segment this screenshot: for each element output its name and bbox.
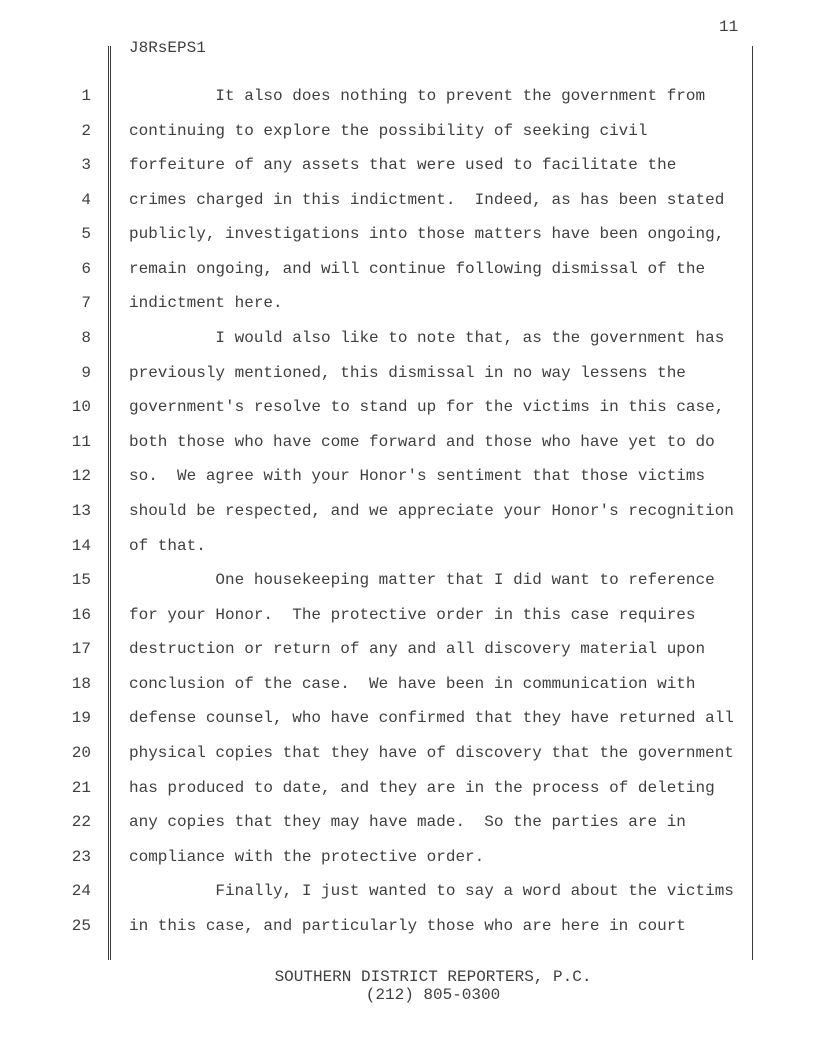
line-text: so. We agree with your Honor's sentiment that those victims <box>129 467 706 486</box>
transcript-line <box>0 675 816 710</box>
line-number: 23 <box>71 847 91 866</box>
line-number: 1 <box>81 87 91 105</box>
line-number: 20 <box>71 743 91 762</box>
transcript-header-id: J8RsEPS1 <box>129 39 206 57</box>
reporter-name: SOUTHERN DISTRICT REPORTERS, P.C. <box>274 968 592 986</box>
line-text: physical copies that they have of discovery that the government <box>129 743 734 762</box>
line-number: 8 <box>81 329 91 348</box>
line-number: 21 <box>71 778 91 797</box>
line-text: continuing to explore the possibility of seeking civil <box>129 121 648 140</box>
transcript-line <box>0 364 816 399</box>
line-text: crimes charged in this indictment. Indeed, as has been stated <box>129 190 725 209</box>
line-number: 22 <box>71 813 91 832</box>
transcript-line <box>0 606 816 641</box>
transcript-line <box>0 779 816 814</box>
line-text: should be respected, and we appreciate your Honor's recognition <box>129 501 734 520</box>
line-text: has produced to date, and they are in the process of deleting <box>129 778 715 797</box>
line-text: forfeiture of any assets that were used to facilitate the <box>129 156 677 175</box>
line-text: publicly, investigations into those matters have been ongoing, <box>129 225 725 244</box>
line-number: 12 <box>71 467 91 486</box>
line-number: 7 <box>81 294 91 313</box>
line-text: for your Honor. The protective order in this case requires <box>129 605 696 624</box>
line-text: Finally, I just wanted to say a word about the victims <box>129 882 734 901</box>
line-number: 2 <box>81 121 91 140</box>
transcript-line <box>0 744 816 779</box>
transcript-line <box>0 260 816 295</box>
line-number: 13 <box>71 501 91 520</box>
line-number: 25 <box>71 916 91 935</box>
line-text: It also does nothing to prevent the government from <box>129 87 706 105</box>
line-number: 24 <box>71 882 91 901</box>
line-text: conclusion of the case. We have been in communication with <box>129 674 696 693</box>
line-number: 4 <box>81 190 91 209</box>
line-number: 10 <box>71 398 91 417</box>
transcript-line <box>0 709 816 744</box>
line-number: 19 <box>71 709 91 728</box>
line-text: government's resolve to stand up for the victims in this case, <box>129 398 725 417</box>
line-text: of that. <box>129 536 206 555</box>
transcript-line <box>0 433 816 468</box>
line-number: 15 <box>71 571 91 590</box>
transcript-line <box>0 122 816 157</box>
line-number: 18 <box>71 674 91 693</box>
transcript-line <box>0 882 816 917</box>
transcript-line <box>0 294 816 329</box>
page-number: 11 <box>719 18 739 36</box>
line-text: remain ongoing, and will continue following dismissal of the <box>129 259 706 278</box>
line-text: defense counsel, who have confirmed that they have returned all <box>129 709 734 728</box>
transcript-body <box>0 87 816 951</box>
transcript-line <box>0 329 816 364</box>
line-number: 17 <box>71 640 91 659</box>
transcript-line <box>0 225 816 260</box>
transcript-line <box>0 813 816 848</box>
transcript-line <box>0 640 816 675</box>
line-text: both those who have come forward and those who have yet to do <box>129 432 715 451</box>
line-number: 11 <box>71 432 91 451</box>
transcript-line <box>0 502 816 537</box>
reporter-phone: (212) 805-0300 <box>365 985 501 1004</box>
transcript-line <box>0 191 816 226</box>
reporter-footer <box>130 969 736 1004</box>
line-text: I would also like to note that, as the government has <box>129 329 725 348</box>
line-number: 14 <box>71 536 91 555</box>
transcript-line <box>0 917 816 952</box>
line-text: compliance with the protective order. <box>129 847 485 866</box>
transcript-line <box>0 537 816 572</box>
line-text: any copies that they may have made. So the parties are in <box>129 813 686 832</box>
transcript-line <box>0 156 816 191</box>
line-text: One housekeeping matter that I did want to reference <box>129 571 715 590</box>
line-number: 16 <box>71 605 91 624</box>
line-number: 5 <box>81 225 91 244</box>
line-number: 3 <box>81 156 91 175</box>
line-text: in this case, and particularly those who are here in court <box>129 916 686 935</box>
line-text: indictment here. <box>129 294 283 313</box>
line-text: previously mentioned, this dismissal in no way lessens the <box>129 363 686 382</box>
transcript-line <box>0 467 816 502</box>
line-text: destruction or return of any and all discovery material upon <box>129 640 706 659</box>
transcript-line <box>0 848 816 883</box>
line-number: 9 <box>81 363 91 382</box>
transcript-line <box>0 398 816 433</box>
transcript-line <box>0 571 816 606</box>
transcript-line <box>0 87 816 122</box>
line-number: 6 <box>81 259 91 278</box>
